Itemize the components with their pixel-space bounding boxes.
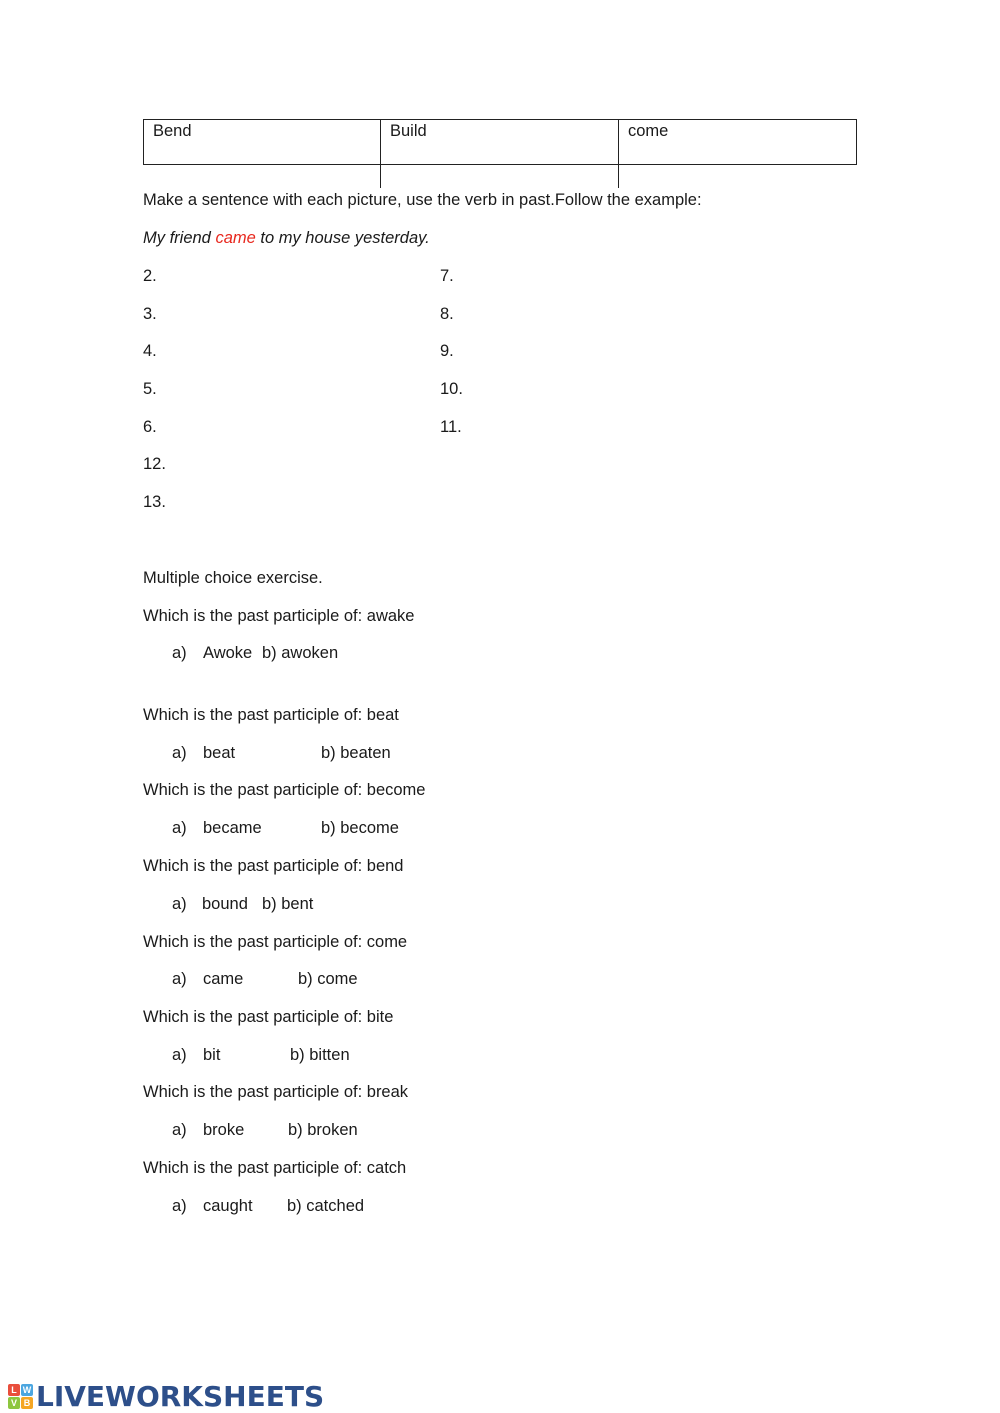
table-divider <box>380 119 381 188</box>
option-b[interactable]: b) beaten <box>321 744 391 762</box>
option-a[interactable]: bound <box>202 895 248 913</box>
example-sentence: My friend came to my house yesterday. <box>143 229 430 247</box>
option-b[interactable]: b) broken <box>288 1121 358 1139</box>
question: Which is the past participle of: beat <box>143 706 399 724</box>
option-b[interactable]: b) come <box>298 970 358 988</box>
logo-block: W <box>22 1384 32 1395</box>
example-verb: came <box>215 229 256 247</box>
answer-number: 6. <box>143 418 157 436</box>
option-a-marker: a) <box>172 819 187 837</box>
option-a-marker: a) <box>172 744 187 762</box>
option-a-marker: a) <box>172 970 187 988</box>
liveworksheets-logo[interactable] <box>8 1379 325 1413</box>
answer-number: 10. <box>440 380 463 398</box>
answer-number: 2. <box>143 267 157 285</box>
logo-block: B <box>21 1397 33 1409</box>
verb-cell-3: come <box>628 122 669 140</box>
answer-number: 8. <box>440 305 454 323</box>
question: Which is the past participle of: bite <box>143 1008 394 1026</box>
logo-text: LIVEWORKSHEETS <box>36 1379 325 1413</box>
question: Which is the past participle of: come <box>143 933 408 951</box>
answer-number: 13. <box>143 493 166 511</box>
option-a[interactable]: caught <box>203 1197 253 1215</box>
option-a-marker: a) <box>172 895 187 913</box>
option-b[interactable]: b) awoken <box>262 644 339 662</box>
answer-number: 5. <box>143 380 157 398</box>
logo-block: V <box>8 1397 20 1409</box>
verb-cell-2: Build <box>390 122 427 140</box>
option-a[interactable]: bit <box>203 1046 221 1064</box>
option-b[interactable]: b) catched <box>287 1197 365 1215</box>
answer-number: 3. <box>143 305 157 323</box>
answer-number: 11. <box>440 418 462 436</box>
logo-block: L <box>8 1384 20 1396</box>
option-a-marker: a) <box>172 1121 187 1139</box>
answer-number: 7. <box>440 267 454 285</box>
option-a-marker: a) <box>172 1197 187 1215</box>
question: Which is the past participle of: catch <box>143 1159 407 1177</box>
option-a-marker: a) <box>172 644 187 662</box>
answer-number: 4. <box>143 342 157 360</box>
option-a-marker: a) <box>172 1046 187 1064</box>
option-b[interactable]: b) bent <box>262 895 314 913</box>
option-b[interactable]: b) become <box>321 819 399 837</box>
option-a[interactable]: Awoke <box>203 644 253 662</box>
question: Which is the past participle of: become <box>143 781 426 799</box>
option-a[interactable]: came <box>203 970 244 988</box>
mc-title: Multiple choice exercise. <box>143 569 323 587</box>
option-a[interactable]: became <box>203 819 262 837</box>
option-a[interactable]: broke <box>203 1121 245 1139</box>
answer-number: 9. <box>440 342 454 360</box>
table-divider <box>618 119 619 188</box>
question: Which is the past participle of: awake <box>143 607 415 625</box>
instruction-text: Make a sentence with each picture, use the verb in past.Follow the example: <box>143 191 702 209</box>
question: Which is the past participle of: bend <box>143 857 404 875</box>
option-a[interactable]: beat <box>203 744 236 762</box>
answer-number: 12. <box>143 455 166 473</box>
verb-table <box>143 119 857 165</box>
verb-cell-1: Bend <box>153 122 192 140</box>
option-b[interactable]: b) bitten <box>290 1046 350 1064</box>
logo-blocks-icon <box>8 1384 33 1409</box>
question: Which is the past participle of: break <box>143 1083 409 1101</box>
